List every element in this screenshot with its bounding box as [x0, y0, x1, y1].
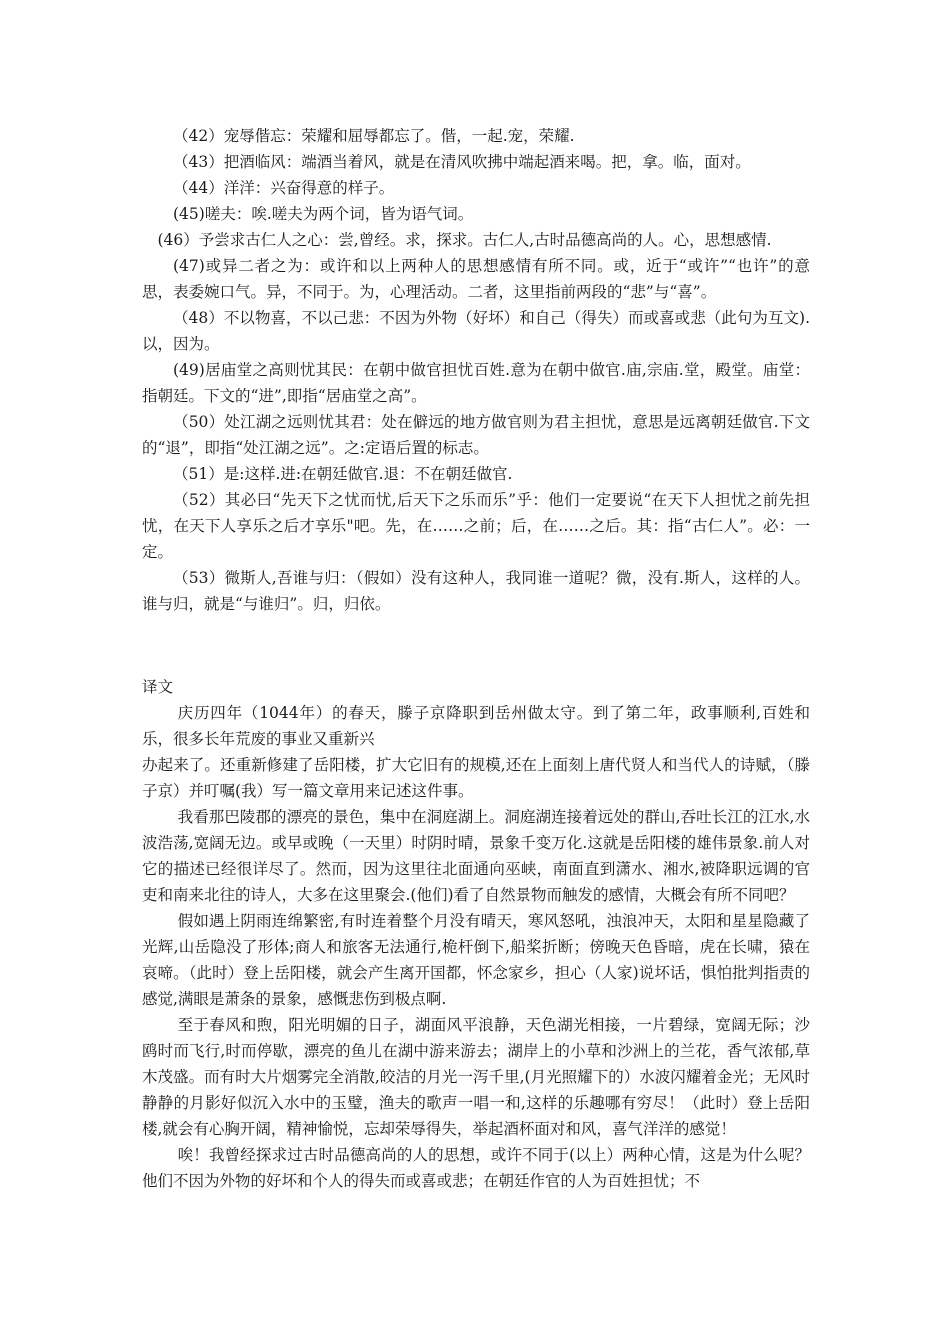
annotation-47: (47)或异二者之为：或许和以上两种人的思想感情有所不同。或，近于“或许”“也许”的意思，表委婉口气。异，不同于。为，心理活动。二者，这里指前两段的“悲”与“喜”。 [142, 257, 810, 301]
annotations-section [142, 123, 810, 617]
translation-paragraph-2: 我看那巴陵郡的漂亮的景色，集中在洞庭湖上。洞庭湖连接着远处的群山,吞吐长江的江水,水波浩荡,宽阔无边。或早或晚（一天里）时阴时晴，景象千变万化.这就是岳阳楼的雄伟景象.前人对它的描述已经很详尽了。然而，因为这里往北面通向巫峡，南面直到潇水、湘水,被降职远调的官吏和南来北往的诗人，大多在这里聚会.(他们)看了自然景物而触发的感情，大概会有所不同吧？ [142, 808, 810, 904]
annotation-43: （43）把酒临风：端酒当着风，就是在清风吹拂中端起酒来喝。把，拿。临，面对。 [173, 153, 751, 171]
annotation-42: （42）宠辱偕忘：荣耀和屈辱都忘了。偕，一起.宠，荣耀. [173, 127, 575, 145]
annotation-48: （48）不以物喜，不以己悲：不因为外物（好坏）和自己（得失）而或喜或悲（此句为互文).以，因为。 [142, 309, 810, 353]
translation-paragraph-1: 庆历四年（1044年）的春天，滕子京降职到岳州做太守。到了第二年，政事顺利,百姓和乐，很多长年荒废的事业又重新兴 [142, 704, 810, 748]
translation-paragraph-3: 假如遇上阴雨连绵繁密,有时连着整个月没有晴天，寒风怒吼，浊浪冲天，太阳和星星隐藏了光辉,山岳隐没了形体;商人和旅客无法通行,桅杆倒下,船桨折断；傍晚天色昏暗，虎在长啸，猿在哀啼。（此时）登上岳阳楼，就会产生离开国都，怀念家乡，担心（人家)说坏话，惧怕批判指责的感觉,满眼是萧条的景象，感慨悲伤到极点啊. [142, 912, 810, 1008]
translation-paragraph-4: 至于春风和煦，阳光明媚的日子，湖面风平浪静，天色湖光相接，一片碧绿，宽阔无际；沙鸥时而飞行,时而停歇，漂亮的鱼儿在湖中游来游去；湖岸上的小草和沙洲上的兰花，香气浓郁,草木茂盛。而有时大片烟雾完全消散,皎洁的月光一泻千里,(月光照耀下的）水波闪耀着金光；无风时静静的月影好似沉入水中的玉璧，渔夫的歌声一唱一和,这样的乐趣哪有穷尽！（此时）登上岳阳楼,就会有心胸开阔，精神愉悦，忘却荣辱得失，举起酒杯面对和风，喜气洋洋的感觉！ [142, 1016, 810, 1138]
annotation-49: (49)居庙堂之高则忧其民：在朝中做官担忧百姓.意为在朝中做官.庙,宗庙.堂，殿堂。庙堂：指朝廷。下文的“进”,即指“居庙堂之高”。 [142, 361, 810, 405]
translation-paragraph-5: 唉！我曾经探求过古时品德高尚的人的思想，或许不同于(以上）两种心情，这是为什么呢？他们不因为外物的好坏和个人的得失而或喜或悲；在朝廷作官的人为百姓担忧；不 [142, 1146, 810, 1190]
annotation-53: （53）微斯人,吾谁与归：（假如）没有这种人，我同谁一道呢？微，没有.斯人，这样的人。谁与归，就是“与谁归”。归，归依。 [142, 569, 810, 613]
translation-section [142, 674, 810, 1194]
annotation-45: (45)嗟夫：唉.嗟夫为两个词，皆为语气词。 [173, 205, 474, 223]
annotation-46: (46）予尝求古仁人之心：尝,曾经。求，探求。古仁人,古时品德高尚的人。心，思想感情. [157, 231, 772, 249]
translation-paragraph-1-continued: 办起来了。还重新修建了岳阳楼，扩大它旧有的规模,还在上面刻上唐代贤人和当代人的诗赋，（滕子京）并叮嘱(我）写一篇文章用来记述这件事。 [142, 756, 810, 800]
annotation-44: （44）洋洋：兴奋得意的样子。 [173, 179, 395, 197]
annotation-50: （50）处江湖之远则忧其君：处在僻远的地方做官则为君主担忧，意思是远离朝廷做官.下文的“退”，即指“处江湖之远”。之:定语后置的标志。 [142, 413, 810, 457]
annotation-52: （52）其必曰“先天下之忧而忧,后天下之乐而乐”乎：他们一定要说“在天下人担忧之前先担忧，在天下人享乐之后才享乐"吧。先，在……之前；后，在……之后。其：指“古仁人”。必：一定。 [142, 491, 810, 561]
annotation-51: （51）是:这样.进:在朝廷做官.退：不在朝廷做官. [173, 465, 513, 483]
translation-heading: 译文 [142, 678, 174, 696]
